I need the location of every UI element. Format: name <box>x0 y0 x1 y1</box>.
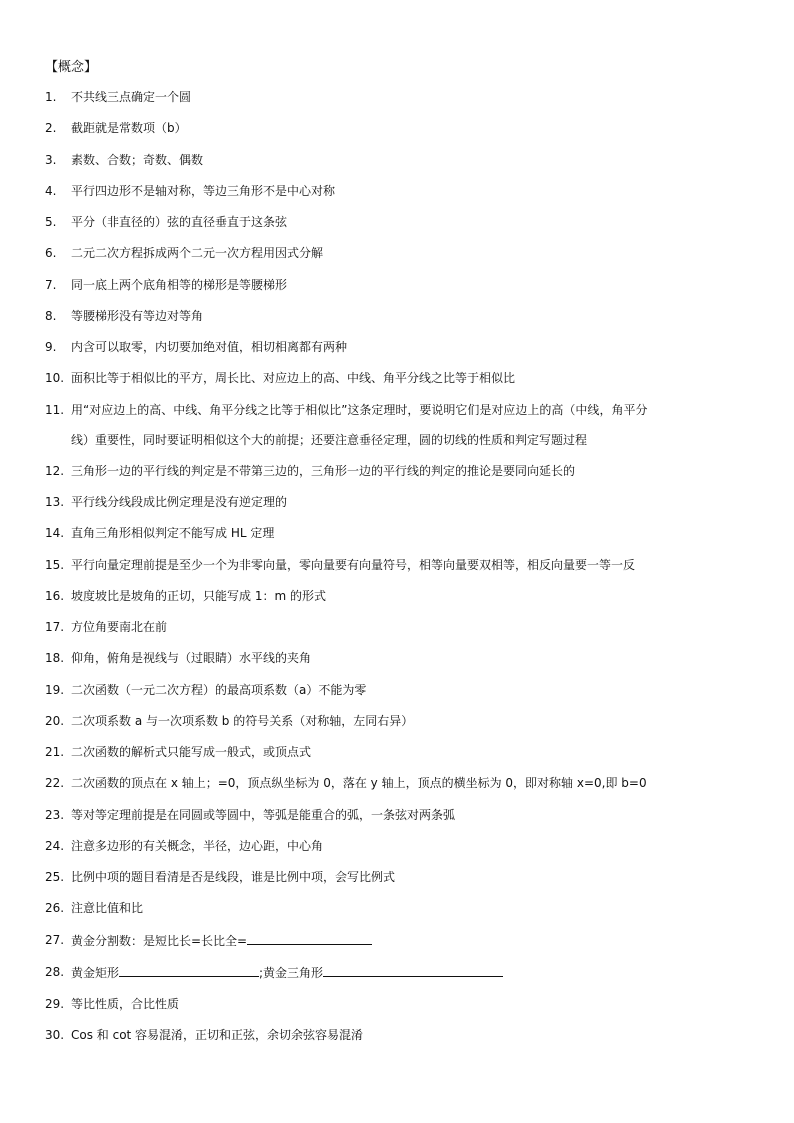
list-item <box>45 400 765 450</box>
item-number: 16. <box>45 588 65 603</box>
item-number: 29. <box>45 997 65 1011</box>
item-text-prompt-2: ;黄金三角形 <box>259 965 324 980</box>
list-item <box>45 150 765 170</box>
item-text-prompt: 黄金矩形 <box>71 965 120 980</box>
item-text: 内含可以取零，内切要加绝对值，相切相离都有两种 <box>71 340 348 354</box>
list-item <box>45 711 765 731</box>
item-number: 11. <box>45 402 65 417</box>
item-number: 5. <box>45 215 57 229</box>
list-item <box>45 492 765 512</box>
list-item <box>45 994 765 1014</box>
item-text: 素数、合数；奇数、偶数 <box>71 152 204 167</box>
list-item <box>45 181 765 201</box>
item-number: 6. <box>45 246 57 261</box>
item-text: 同一底上两个底角相等的梯形是等腰梯形 <box>71 277 288 292</box>
item-text: Cos 和 cot 容易混淆，正切和正弦，余切余弦容易混淆 <box>71 1028 364 1043</box>
item-text: 二次函数的顶点在 x 轴上；=0，顶点纵坐标为 0，落在 y 轴上，顶点的横坐标为 0，即对称轴 x=0,即 b=0 <box>71 776 647 791</box>
item-number: 3. <box>45 152 57 167</box>
item-number: 14. <box>45 526 65 541</box>
list-item <box>45 1025 765 1045</box>
item-number: 13. <box>45 495 65 509</box>
item-text: 二次项系数 a 与一次项系数 b 的符号关系（对称轴，左同右异） <box>71 713 414 728</box>
list-item <box>45 836 765 856</box>
item-text: 二次函数（一元二次方程）的最高项系数（a）不能为零 <box>71 682 367 697</box>
item-number: 26. <box>45 901 65 916</box>
list-item <box>45 898 765 918</box>
item-number: 24. <box>45 838 65 853</box>
list-item <box>45 586 765 606</box>
item-text: 比例中项的题目看清是否是线段，谁是比例中项，会写比例式 <box>71 870 396 884</box>
item-text: 方位角要南北在前 <box>71 620 168 634</box>
list-item <box>45 461 765 481</box>
list-item <box>45 805 765 825</box>
list-item <box>45 523 765 543</box>
item-number: 17. <box>45 620 65 634</box>
list-item <box>45 212 765 232</box>
list-item <box>45 648 765 668</box>
list-item <box>45 555 765 575</box>
item-number: 30. <box>45 1028 65 1043</box>
item-text: 注意多边形的有关概念，半径，边心距，中心角 <box>71 838 324 853</box>
list-item <box>45 243 765 263</box>
item-number: 23. <box>45 807 65 822</box>
item-text-prompt: 黄金分割数：是短比长=长比全= <box>71 933 248 948</box>
item-text: 平行线分线段成比例定理是没有逆定理的 <box>71 495 288 509</box>
item-number: 21. <box>45 745 65 759</box>
item-text: 面积比等于相似比的平方，周长比、对应边上的高、中线、角平分线之比等于相似比 <box>71 371 516 386</box>
list-item <box>45 742 765 762</box>
list-item <box>45 867 765 887</box>
item-text: 截距就是常数项（b） <box>71 121 187 136</box>
item-number: 4. <box>45 183 57 198</box>
item-number: 2. <box>45 121 57 136</box>
list-item <box>45 680 765 700</box>
item-number: 18. <box>45 651 65 666</box>
list-item <box>45 275 765 295</box>
item-number: 19. <box>45 682 65 697</box>
list-item <box>45 617 765 637</box>
concept-list <box>45 87 765 1057</box>
item-text: 平分（非直径的）弦的直径垂直于这条弦 <box>71 215 288 229</box>
list-item <box>45 118 765 138</box>
item-number: 20. <box>45 713 65 728</box>
item-text-line1: 用“对应边上的高、中线、角平分线之比等于相似比”这条定理时，要说明它们是对应边上的高（中线，角平分 <box>71 402 648 417</box>
item-text: 坡度坡比是坡角的正切，只能写成 1：m 的形式 <box>71 588 326 603</box>
list-item <box>45 773 765 793</box>
item-number: 27. <box>45 932 65 947</box>
item-text: 等对等定理前提是在同圆或等圆中，等弧是能重合的弧，一条弦对两条弧 <box>71 807 456 822</box>
list-item <box>45 368 765 388</box>
fill-in-blank[interactable] <box>323 962 503 977</box>
list-item <box>45 87 765 107</box>
fill-in-blank[interactable] <box>247 930 372 945</box>
list-item <box>45 337 765 357</box>
item-number: 25. <box>45 870 65 884</box>
item-number: 12. <box>45 463 65 478</box>
item-text: 等比性质，合比性质 <box>71 997 180 1011</box>
list-item <box>45 930 765 951</box>
fill-in-blank[interactable] <box>119 962 259 977</box>
item-number: 10. <box>45 371 65 386</box>
item-text: 平行四边形不是轴对称，等边三角形不是中心对称 <box>71 183 336 198</box>
item-text <box>71 400 765 450</box>
item-text: 仰角，俯角是视线与（过眼睛）水平线的夹角 <box>71 651 312 666</box>
item-number: 8. <box>45 308 57 323</box>
item-number: 9. <box>45 340 57 354</box>
item-text: 二元二次方程拆成两个二元一次方程用因式分解 <box>71 246 324 261</box>
item-text: 直角三角形相似判定不能写成 HL 定理 <box>71 526 275 541</box>
item-number: 15. <box>45 557 65 572</box>
item-text-line2: 线）重要性，同时要证明相似这个大的前提；还要注意垂径定理，圆的切线的性质和判定写题过程 <box>71 432 588 447</box>
item-text: 三角形一边的平行线的判定是不带第三边的，三角形一边的平行线的判定的推论是要同向延长的 <box>71 463 576 478</box>
list-item <box>45 306 765 326</box>
list-item <box>45 962 765 983</box>
item-text: 不共线三点确定一个圆 <box>71 90 192 104</box>
item-number: 22. <box>45 776 65 791</box>
item-text: 等腰梯形没有等边对等角 <box>71 308 204 323</box>
item-text: 注意比值和比 <box>71 901 144 916</box>
item-text: 平行向量定理前提是至少一个为非零向量，零向量要有向量符号，相等向量要双相等，相反向量要一等一反 <box>71 557 636 572</box>
item-number: 1. <box>45 90 57 104</box>
item-text: 二次函数的解析式只能写成一般式，或顶点式 <box>71 745 312 759</box>
item-text <box>71 930 765 951</box>
section-heading: 【概念】 <box>45 60 98 75</box>
item-number: 28. <box>45 964 65 979</box>
item-text <box>71 962 765 983</box>
item-number: 7. <box>45 277 57 292</box>
